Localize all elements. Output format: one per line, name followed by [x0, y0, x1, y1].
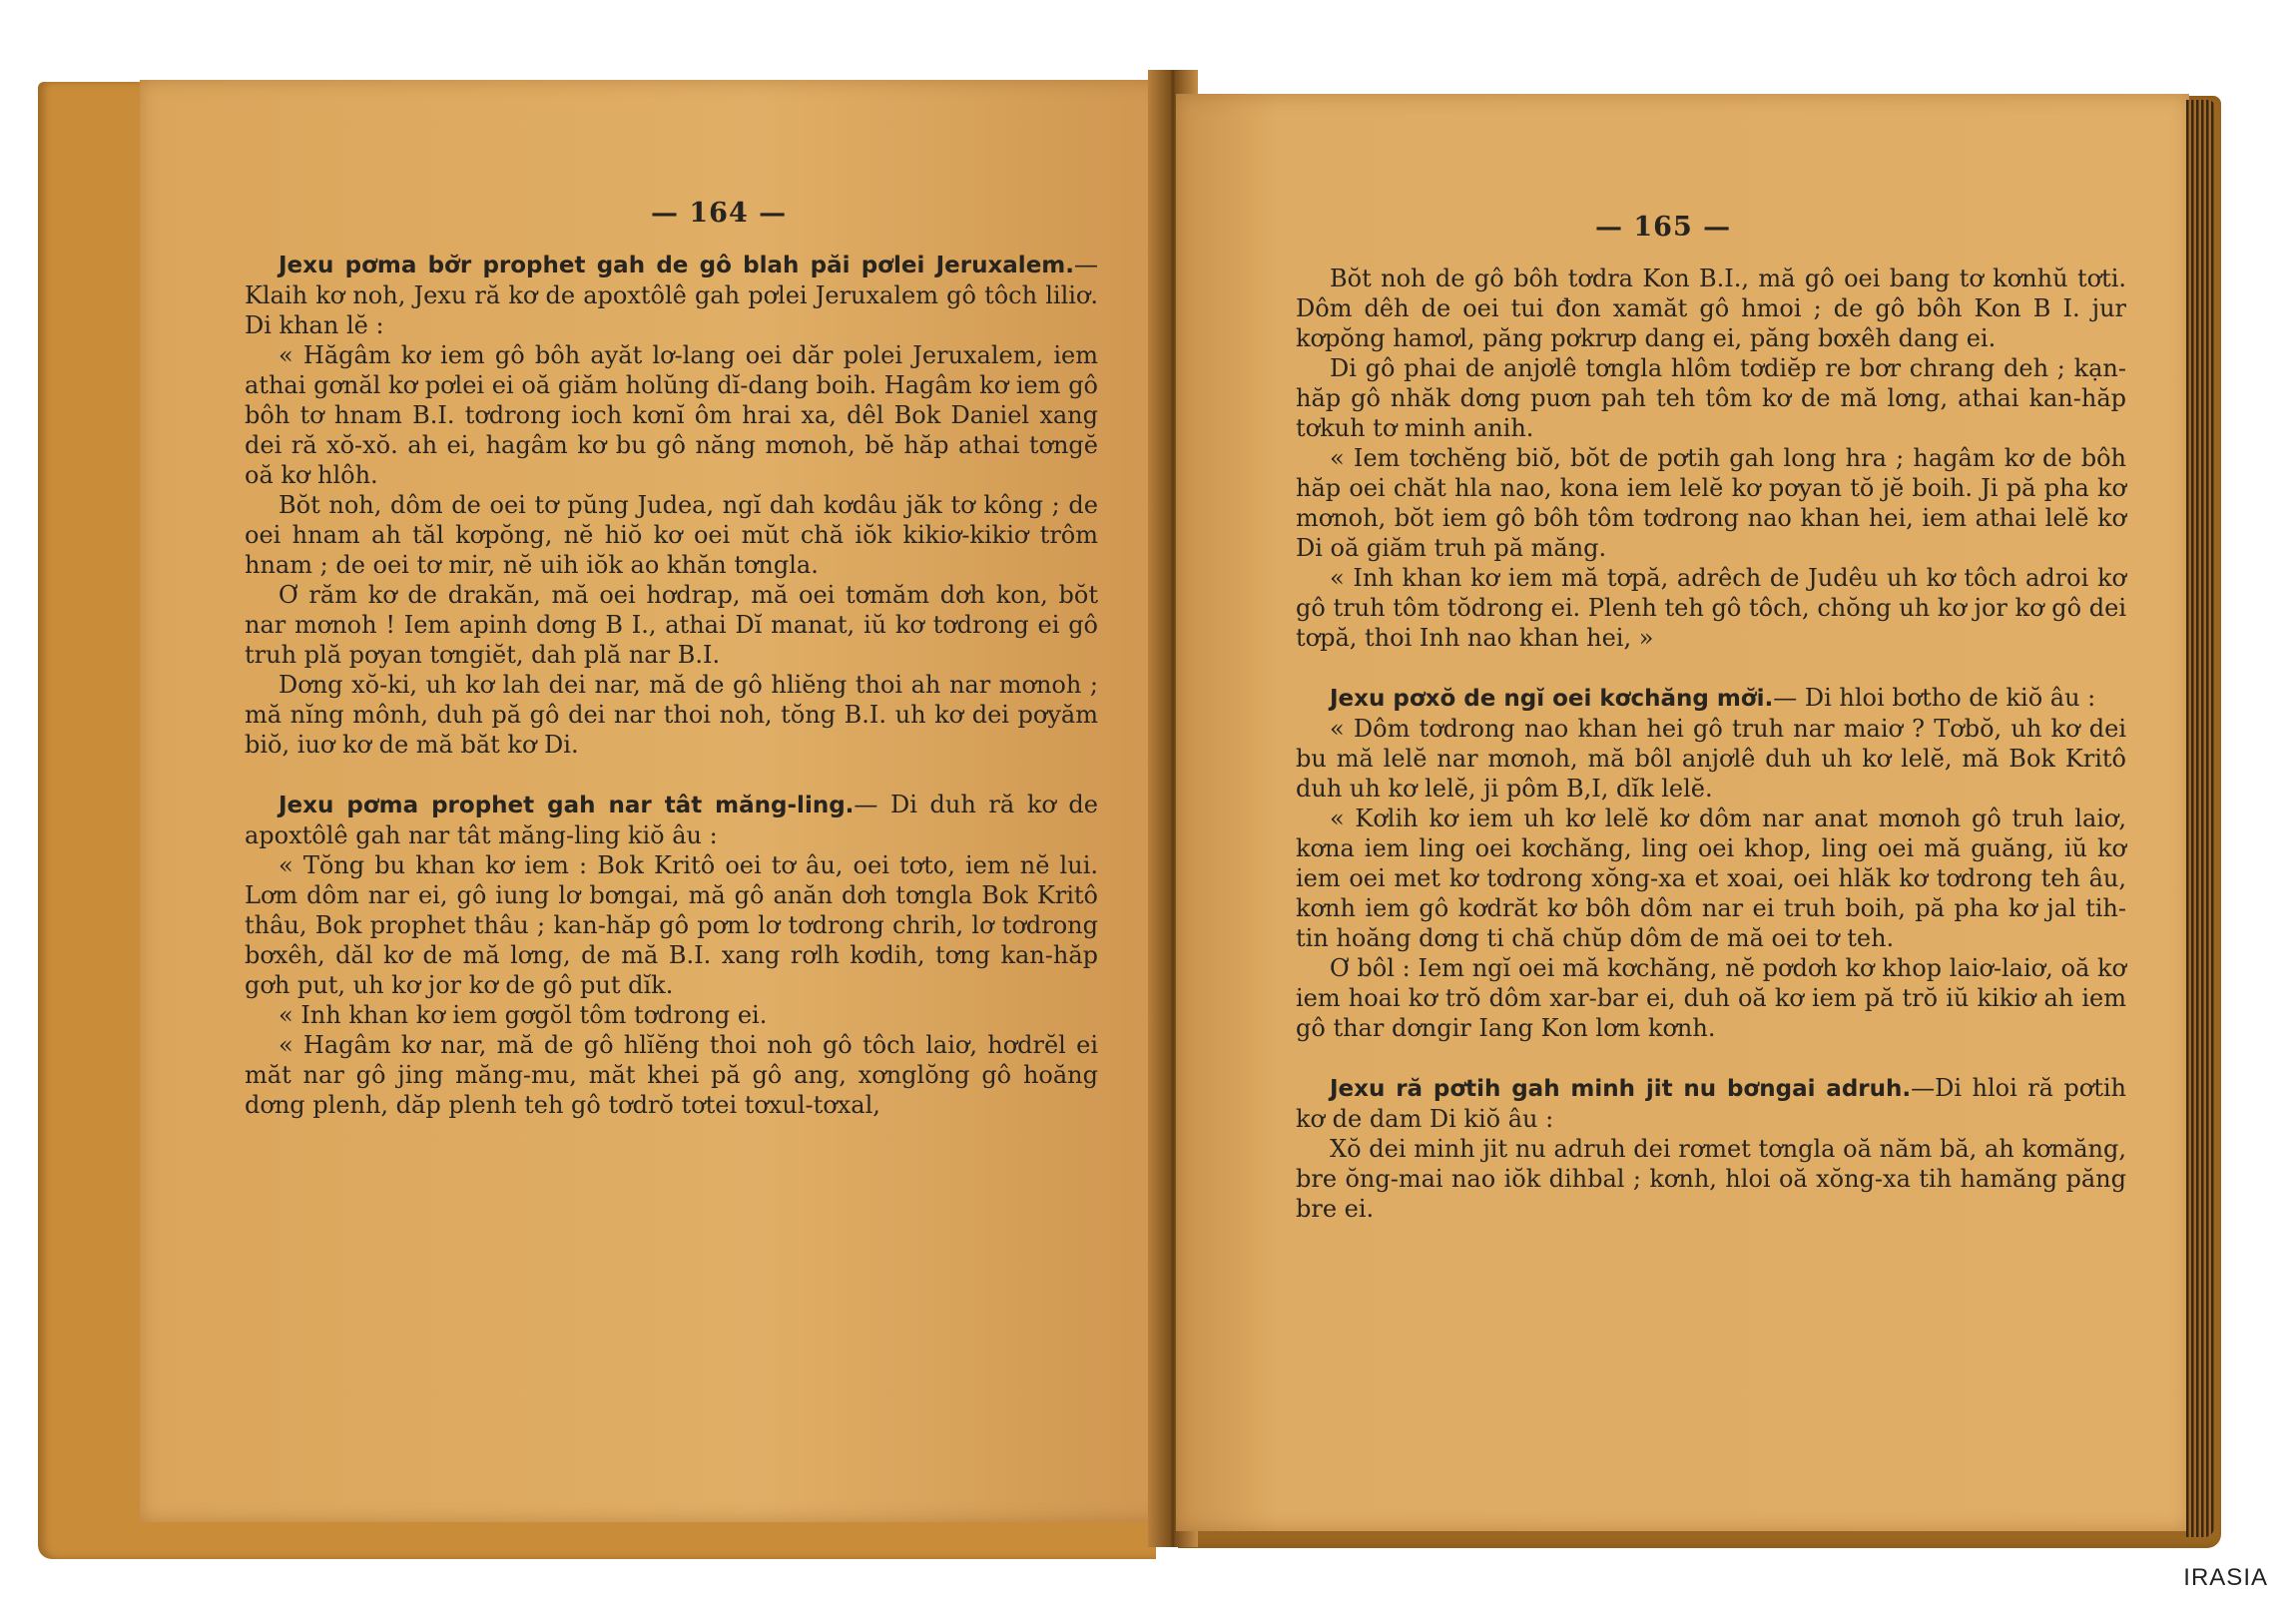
right-page-number: — 165 — — [1595, 212, 1732, 243]
right-paragraph: Bŏt noh de gô bôh tơdra Kon B.I., mă gô oei bang tơ kơnhŭ tơti. Dôm dêh de oei tui đon xamăt gô hmoi ; de gô bôh Kon B I. jur kơpŏng hamơl, păng pơkrưp dang ei, păng bơxêh dang ei. — [1296, 265, 2126, 352]
right-paragraph: « Kơlih kơ iem uh kơ lelĕ kơ dôm nar anat mơnoh gô truh laiơ, kơna iem ling oei kơchăng, ling oei khop, ling oei mă guăng, iŭ kơ iem oei met kơ tơdrong xŏng-xa et xoai, oei hlăk kơ tơdrong teh âu, kơnh iem gô kơdrăt kơ bôh dôm nar ei truh boih, pă pha kơ jal tih-tin hoăng dơng ti chă chŭp dôm de mă oei tơ teh. — [1296, 805, 2126, 952]
right-paragraph: « Inh khan kơ iem mă tơpă, adrêch de Judêu uh kơ tôch adroi kơ gô truh tôm tŏdrong ei. Plenh teh gô tôch, chŏng uh kơ jor kơ gô dei tơpă, thoi Inh nao khan hei, » — [1296, 564, 2126, 652]
left-paragraph: Jexu pơma bơ̆r prophet gah de gô blah păi pơlei Jeruxalem.—Klaih kơ noh, Jexu ră kơ de apoxtôlê gah pơlei Jeruxalem gô tôch liliơ. Di khan lĕ : — [245, 251, 1098, 339]
right-paragraph: Di gô phai de anjơlê tơngla hlôm tơdiĕp re bơr chrang deh ; kạn-hăp gô nhăk dơng puơn pah teh tôm kơ de mă lơng, athai kan-hăp tơkuh tơ minh anih. — [1296, 354, 2126, 442]
left-page-text — [245, 250, 1098, 1120]
right-page-text — [1296, 264, 2126, 1224]
watermark: IRASIA — [2183, 1564, 2268, 1591]
right-paragraph: « Dôm tơdrong nao khan hei gô truh nar maiơ ? Tơbŏ, uh kơ dei bu mă lelĕ nar mơnoh, mă bôl anjơlê duh uh kơ lelĕ, mă Bok Kritô duh uh kơ lelĕ, ji pôm B,I, dĭk lelĕ. — [1296, 715, 2126, 803]
left-paragraph: « Inh khan kơ iem gơgŏl tôm tơdrong ei. — [279, 1001, 768, 1029]
left-paragraph: « Tŏng bu khan kơ iem : Bok Kritô oei tơ âu, oei tơto, iem nĕ lui. Lơm dôm nar ei, gô iung lơ bơngai, mă gô anăn dơh tơngla Bok Kritô thâu, Bok prophet thâu ; kan-hăp gô pơm lơ tơdrong chrih, lơ tơdrong bơxêh, dăl kơ de mă lơng, de mă B.I. xang rơlh kơdih, tơng kan-hăp gơh put, uh kơ jor kơ de gô put dĭk. — [245, 851, 1098, 999]
section-heading: Jexu ră pơtih gah minh jit nu bơngai adruh. — [1330, 1076, 1912, 1102]
right-paragraph: Ơ bôl : Iem ngĭ oei mă kơchăng, nĕ pơdơh kơ khop laiơ-laiơ, oă kơ iem hoai kơ trŏ dôm xar-bar ei, duh oă kơ iem pă trŏ iŭ kikiơ ah iem gô thar dơngir Iang Kon lơm kơnh. — [1296, 954, 2126, 1042]
left-paragraph: Bŏt noh, dôm de oei tơ pŭng Judea, ngĭ dah kơdâu jăk tơ kông ; de oei hnam ah tăl kơpŏng, nĕ hiŏ kơ oei mŭt chă iŏk kikiơ-kikiơ trôm hnam ; de oei tơ mir, nĕ uih iŏk ao khăn tơngla. — [245, 491, 1098, 579]
left-page-number: — 164 — — [651, 198, 788, 229]
right-paragraph: Xŏ dei minh jit nu adruh dei rơmet tơngla oă năm bă, ah kơmăng, bre ŏng-mai nao iŏk dihbal ; kơnh, hloi oă xŏng-xa tih hamăng păng bre ei. — [1296, 1135, 2126, 1223]
right-paragraph: Jexu ră pơtih gah minh jit nu bơngai adruh.—Di hloi ră pơtih kơ de dam Di kiŏ âu : — [1296, 1074, 2127, 1133]
left-page — [140, 80, 1168, 1522]
page-edges — [2186, 100, 2214, 1537]
right-paragraph: « Iem tơchĕng biŏ, bŏt de pơtih gah long hra ; hagâm kơ de bôh hăp oei chăt hla nao, kona iem lelĕ kơ pơyan tŏ jĕ boih. Ji pă pha kơ mơnoh, bŏt iem gô bôh tôm tơdrong nao khan hei, iem athai lelĕ kơ Di oă giăm truh pă măng. — [1296, 444, 2126, 562]
section-heading: Jexu pơxŏ de ngĭ oei kơchăng mơ̆i. — [1330, 686, 1774, 712]
right-page — [1176, 94, 2189, 1531]
left-paragraph: Ơ răm kơ de drakăn, mă oei hơdrap, mă oei tơmăm dơh kon, bŏt nar mơnoh ! Iem apinh dơng B I., athai Dĭ manat, iŭ kơ tơdrong ei gô truh plă pơyan tơngiĕt, dah plă nar B.I. — [245, 581, 1098, 669]
section-heading: Jexu pơma bơ̆r prophet gah de gô blah păi pơlei Jeruxalem. — [279, 253, 1074, 278]
left-paragraph: « Hăgâm kơ iem gô bôh ayăt lơ-lang oei dăr polei Jeruxalem, iem athai gơnăl kơ pơlei ei oă giăm holŭng dĭ-dang boih. Hagâm kơ iem gô bôh tơ hnam B.I. tơdrong ioch kơnĭ ôm hrai xa, dêl Bok Daniel xang dei ră xŏ-xŏ. ah ei, hagâm kơ bu gô năng mơnoh, bĕ hăp athai tơngĕ oă kơ hlôh. — [245, 341, 1098, 489]
left-paragraph: Dơng xŏ-ki, uh kơ lah dei nar, mă de gô hliĕng thoi ah nar mơnoh ; mă nĭng mônh, duh pă gô dei nar thoi noh, tŏng B.I. uh kơ dei pơyăm biŏ, iuơ kơ de mă băt kơ Di. — [245, 671, 1098, 759]
left-paragraph: « Hagâm kơ nar, mă de gô hlĭĕng thoi noh gô tôch laiơ, hơdrĕl ei măt nar gô jing măng-mu, măt khei pă gô ang, xơnglŏng gô hoăng dơng plenh, dăp plenh teh gô tơdrŏ tơtei tơxul-tơxal, — [245, 1031, 1098, 1119]
section-heading: Jexu pơma prophet gah nar tât măng-ling. — [279, 793, 855, 818]
left-paragraph: Jexu pơma prophet gah nar tât măng-ling.— Di duh ră kơ de apoxtôlê gah nar tât măng-ling kiŏ âu : — [245, 791, 1098, 849]
right-paragraph: Jexu pơxŏ de ngĭ oei kơchăng mơ̆i.— Di hloi bơtho de kiŏ âu : — [1330, 684, 2096, 712]
